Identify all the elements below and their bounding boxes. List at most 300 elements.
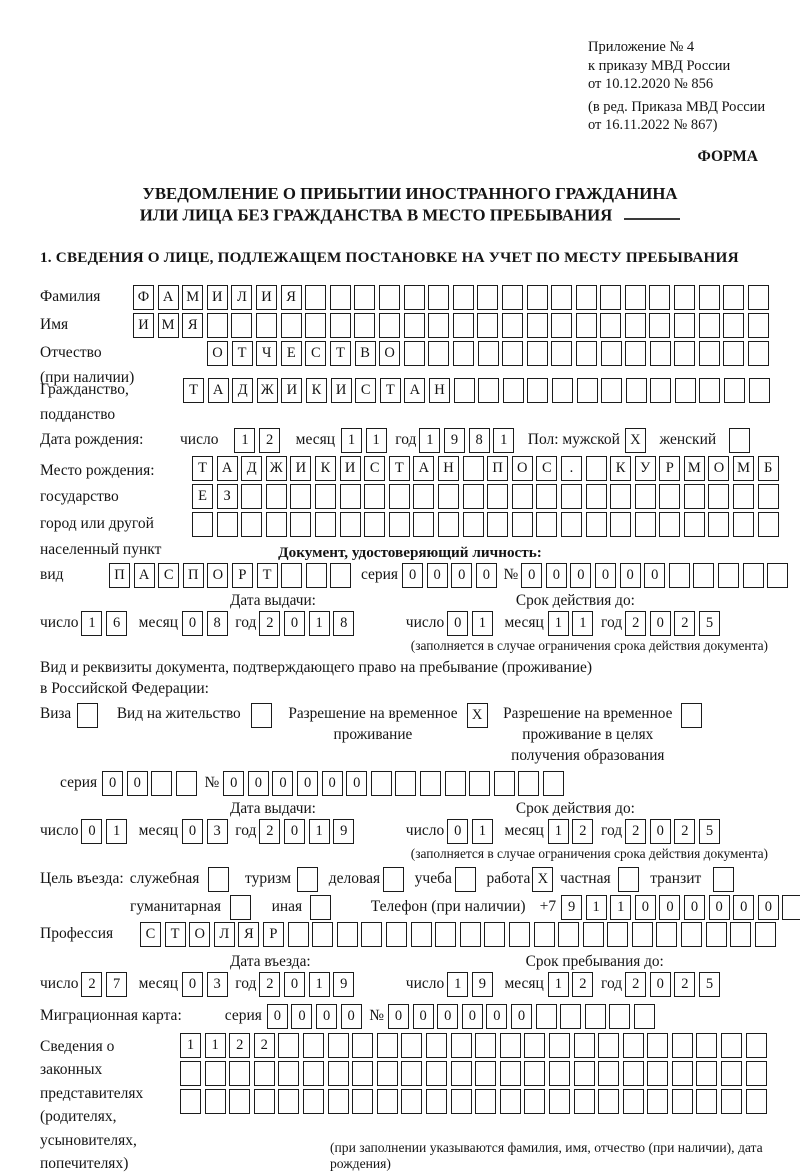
form-cell [600,313,621,338]
purpose-business-label: деловая [328,870,381,888]
field-surname [40,285,780,310]
birth-place-row3-cells [192,512,782,537]
form-cell: Т [389,456,410,481]
form-cell: М [733,456,754,481]
form-cell [328,1089,349,1114]
representatives-rows [180,1033,780,1172]
form-cell [601,378,622,403]
series-label: серия [60,774,98,792]
form-cell [340,512,361,537]
form-cell: Н [438,456,459,481]
birth-place-label [40,458,161,564]
form-cell: А [217,456,238,481]
form-cell [445,771,466,796]
birth-year-cells [419,428,517,453]
form-cell [420,771,441,796]
purpose-official-label: служебная [129,870,200,888]
form-cell [389,512,410,537]
form-cell [413,512,434,537]
purpose-official-checkbox [208,867,233,892]
form-cell [383,867,404,892]
entry-year [259,972,357,997]
form-cell: 1 [586,895,607,920]
purpose-study-checkbox [455,867,480,892]
form-cell [684,484,705,509]
form-cell [758,512,779,537]
representatives-label-line: (родителях, [40,1108,117,1126]
blank-underline [624,204,680,220]
doc-series-cells [402,563,500,588]
birth-date-label: Дата рождения: [40,431,144,449]
form-cell [229,1089,250,1114]
passport-date-headers [40,592,780,610]
form-cell [551,285,572,310]
form-cell [484,922,505,947]
form-cell: 0 [284,819,305,844]
form-cell [500,1033,521,1058]
profession-cells [140,922,779,947]
form-cell [229,1061,250,1086]
form-cell [755,922,776,947]
form-cell: 0 [341,1004,362,1029]
number-label: № [369,1007,385,1025]
representatives-row1-cells [180,1033,780,1058]
form-cell: 1 [341,428,362,453]
form-cell: Р [659,456,680,481]
form-cell [266,484,287,509]
purpose-transit-label: транзит [650,870,702,888]
given-name-label: Имя [40,316,69,334]
form-cell [699,378,720,403]
form-cell: 8 [469,428,490,453]
form-cell: 1 [472,611,493,636]
form-cell: Я [281,285,302,310]
form-cell [733,484,754,509]
form-cell: С [158,563,179,588]
form-cell [455,867,476,892]
surname-cells [133,285,772,310]
form-cell [618,867,639,892]
year-label: год [395,431,417,449]
form-cell [77,703,98,728]
form-cell: Ч [256,341,277,366]
year-label: год [235,975,257,993]
residence-issue-day [81,819,130,844]
form-cell [560,1004,581,1029]
form-cell: 0 [272,771,293,796]
form-cell [278,1089,299,1114]
purpose-work-checkbox [532,867,557,892]
form-cell [401,1061,422,1086]
annex-line: к приказу МВД России [588,57,731,74]
profession-label: Профессия [40,925,114,943]
phone-label: Телефон (при наличии) [370,898,526,916]
form-cell [767,563,788,588]
form-cell [746,1061,767,1086]
form-cell [413,484,434,509]
form-cell: К [315,456,336,481]
purpose-tourism-label: туризм [245,870,292,888]
form-cell: Ж [266,456,287,481]
doc-kind-label: вид [40,566,64,584]
form-cell: 1 [493,428,514,453]
form-cell [649,285,670,310]
birth-place-label-line: населенный пункт [40,541,162,559]
form-cell [534,922,555,947]
form-cell [536,1004,557,1029]
form-cell [512,512,533,537]
form-cell [205,1061,226,1086]
form-cell: О [708,456,729,481]
patronymic-cells [207,341,773,366]
form-cell: С [364,456,385,481]
passport-issue-year [259,611,357,636]
form-cell [254,1089,275,1114]
form-cell [230,895,251,920]
form-cell [151,771,172,796]
form-cell: 0 [684,895,705,920]
form-cell [696,1033,717,1058]
residence-doc-intro1: Вид и реквизиты документа, подтверждающего право на пребывание (проживание) [40,658,593,676]
form-cell: 0 [402,563,423,588]
form-cell: Л [231,285,252,310]
option-residence-permit-label: Вид на жительство [116,704,241,722]
purpose-business-checkbox [383,867,408,892]
form-cell [721,1061,742,1086]
form-cell [561,512,582,537]
form-cell: Д [232,378,253,403]
form-cell [625,341,646,366]
form-cell [527,285,548,310]
form-cell: 8 [207,611,228,636]
patronymic-label [40,344,207,387]
form-cell: О [207,563,228,588]
form-cell [241,512,262,537]
day-label: число [40,822,79,840]
form-cell [435,922,456,947]
form-cell [552,378,573,403]
month-label: месяц [504,614,544,632]
purpose-private-label: частная [559,870,611,888]
form-cell [438,512,459,537]
form-cell: 1 [309,819,330,844]
form-cell: А [404,378,425,403]
form-cell: Р [232,563,253,588]
form-cell [574,1061,595,1086]
form-cell [297,867,318,892]
form-cell: 2 [572,972,593,997]
form-cell [623,1061,644,1086]
form-cell [454,378,475,403]
form-cell [477,313,498,338]
form-cell [733,512,754,537]
form-cell [723,341,744,366]
form-cell [463,484,484,509]
form-cell: И [207,285,228,310]
form-cell [463,456,484,481]
field-representatives [40,1033,780,1172]
form-cell: 1 [366,428,387,453]
form-cell: 7 [106,972,127,997]
form-cell [208,867,229,892]
purpose-other-label: иная [271,898,303,916]
form-cell [310,895,331,920]
form-cell [176,771,197,796]
form-cell [684,512,705,537]
residence-issue-year [259,819,357,844]
form-cell [748,313,769,338]
form-title [40,183,780,225]
form-cell: 9 [472,972,493,997]
form-cell [724,378,745,403]
section1-heading: 1. СВЕДЕНИЯ О ЛИЦЕ, ПОДЛЕЖАЩЕМ ПОСТАНОВКЕ НА УЧЕТ ПО МЕСТУ ПРЕБЫВАНИЯ [40,248,739,266]
stay-until-year [625,972,723,997]
representatives-label-line: Сведения о [40,1037,115,1055]
form-cell [635,512,656,537]
day-label: число [180,431,219,449]
form-cell: 0 [297,771,318,796]
form-cell [502,285,523,310]
form-cell [672,1033,693,1058]
form-cell [411,922,432,947]
form-cell: О [207,341,228,366]
form-cell [598,1061,619,1086]
form-cell [180,1061,201,1086]
form-cell: 1 [548,611,569,636]
purpose-study-label: учеба [414,870,452,888]
series-label: серия [224,1007,262,1025]
form-cell [583,922,604,947]
entry-month [182,972,231,997]
form-cell: 1 [610,895,631,920]
entry-day [81,972,130,997]
form-cell: Т [232,341,253,366]
stay-until-header: Срок пребывания до: [525,952,664,970]
form-cell [266,512,287,537]
form-cell [451,1061,472,1086]
form-cell [352,1089,373,1114]
residence-number-cells [223,771,567,796]
form-cell: Т [192,456,213,481]
form-cell [610,512,631,537]
form-cell [723,285,744,310]
form-cell: М [684,456,705,481]
form-cell [549,1061,570,1086]
form-cell: С [305,341,326,366]
passport-valid-year [625,611,723,636]
form-cell [672,1089,693,1114]
form-cell: С [355,378,376,403]
form-cell [558,922,579,947]
form-cell: 0 [620,563,641,588]
form-cell [278,1033,299,1058]
form-cell [361,922,382,947]
form-cell [749,378,770,403]
doc-number-label: № [503,566,519,584]
doc-series-label: серия [360,566,399,584]
option-visa-checkbox [77,703,102,728]
form-cell [352,1061,373,1086]
form-cell: З [217,484,238,509]
representatives-label-line: попечителях) [40,1155,129,1173]
form-cell [426,1033,447,1058]
doc-kind-cells [109,563,355,588]
form-cell [527,341,548,366]
issue-date-header: Дата выдачи: [230,591,316,609]
form-cell [693,563,714,588]
year-label: год [235,822,257,840]
form-cell [460,922,481,947]
form-cell [502,313,523,338]
form-cell: И [331,378,352,403]
form-cell: 2 [259,819,280,844]
birth-place-row1-cells [192,456,782,481]
form-cell [290,512,311,537]
field-profession [40,922,780,947]
form-cell [574,1089,595,1114]
form-cell [746,1089,767,1114]
form-cell [377,1061,398,1086]
form-cell: 1 [447,972,468,997]
form-cell [475,1061,496,1086]
form-cell: Л [214,922,235,947]
residence-valid-year [625,819,723,844]
residence-doc-options [40,703,780,767]
form-cell [543,771,564,796]
form-cell [306,563,327,588]
form-cell [354,285,375,310]
form-cell [729,428,750,453]
form-cell [315,484,336,509]
year-label: год [601,975,623,993]
form-cell: А [208,378,229,403]
purpose-transit-checkbox [713,867,738,892]
year-label: год [601,822,623,840]
migration-number-cells [388,1004,659,1029]
form-cell [330,563,351,588]
form-cell [536,484,557,509]
form-cell [451,1033,472,1058]
form-cell [377,1089,398,1114]
form-cell: 0 [291,1004,312,1029]
form-cell [536,512,557,537]
passport-dates-row [40,611,780,636]
form-cell [746,1033,767,1058]
form-cell [494,771,515,796]
form-cell [748,285,769,310]
form-cell: Я [182,313,203,338]
form-cell [647,1061,668,1086]
annex-reference [588,38,780,135]
representatives-label-line: представителях [40,1084,144,1102]
form-cell [600,285,621,310]
form-cell: И [281,378,302,403]
month-label: месяц [138,822,179,840]
form-cell: 0 [316,1004,337,1029]
representatives-label-line: усыновителях, [40,1131,137,1149]
passport-valid-day [447,611,496,636]
form-cell: М [182,285,203,310]
form-cell: 0 [322,771,343,796]
form-cell [500,1061,521,1086]
form-cell [674,341,695,366]
form-cell: 0 [267,1004,288,1029]
form-cell [674,313,695,338]
option-temporary-residence [288,703,491,745]
form-cell: 0 [248,771,269,796]
form-cell [207,313,228,338]
form-cell [288,922,309,947]
form-cell [401,1033,422,1058]
form-cell: 9 [444,428,465,453]
form-cell: А [134,563,155,588]
form-cell [281,313,302,338]
form-cell [650,378,671,403]
form-cell: X [532,867,553,892]
form-cell [659,484,680,509]
annex-line: Приложение № 4 [588,39,695,55]
form-cell [404,341,425,366]
form-cell: Д [241,456,262,481]
form-cell [337,922,358,947]
residence-date-headers [40,800,780,818]
form-cell [377,1033,398,1058]
form-cell: 0 [81,819,102,844]
form-cell: 2 [625,972,646,997]
form-cell: 0 [127,771,148,796]
stay-until-day [447,972,496,997]
form-cell [352,1033,373,1058]
form-cell [330,313,351,338]
residence-dates-row [40,819,780,844]
form-cell [713,867,734,892]
form-cell [386,922,407,947]
form-cell: 0 [388,1004,409,1029]
phone-digit-cells [561,895,800,920]
form-cell: 0 [659,895,680,920]
residence-valid-day [447,819,496,844]
form-cell [477,285,498,310]
birth-place-label-line: город или другой [40,514,154,532]
form-cell [696,1089,717,1114]
form-cell: 1 [180,1033,201,1058]
citizenship-label-line2: подданство [40,406,116,424]
form-cell [428,313,449,338]
form-cell: 0 [709,895,730,920]
day-label: число [40,614,79,632]
form-cell: Ж [257,378,278,403]
form-cell [330,285,351,310]
form-cell [241,484,262,509]
migration-card-label: Миграционная карта: [40,1007,182,1025]
form-cell [453,285,474,310]
form-cell [315,512,336,537]
form-cell [601,341,622,366]
form-cell [576,285,597,310]
option-residence-permit-checkbox [251,703,276,728]
form-cell [574,1033,595,1058]
form-cell [500,1089,521,1114]
patronymic-label-line1: Отчество [40,344,102,362]
residence-doc-intro2: в Российской Федерации: [40,679,209,697]
form-cell [305,313,326,338]
form-cell [256,313,277,338]
day-label: число [405,975,445,993]
form-cell: 0 [284,972,305,997]
surname-label: Фамилия [40,288,101,306]
form-cell: П [487,456,508,481]
forma-label: ФОРМА [697,147,758,165]
